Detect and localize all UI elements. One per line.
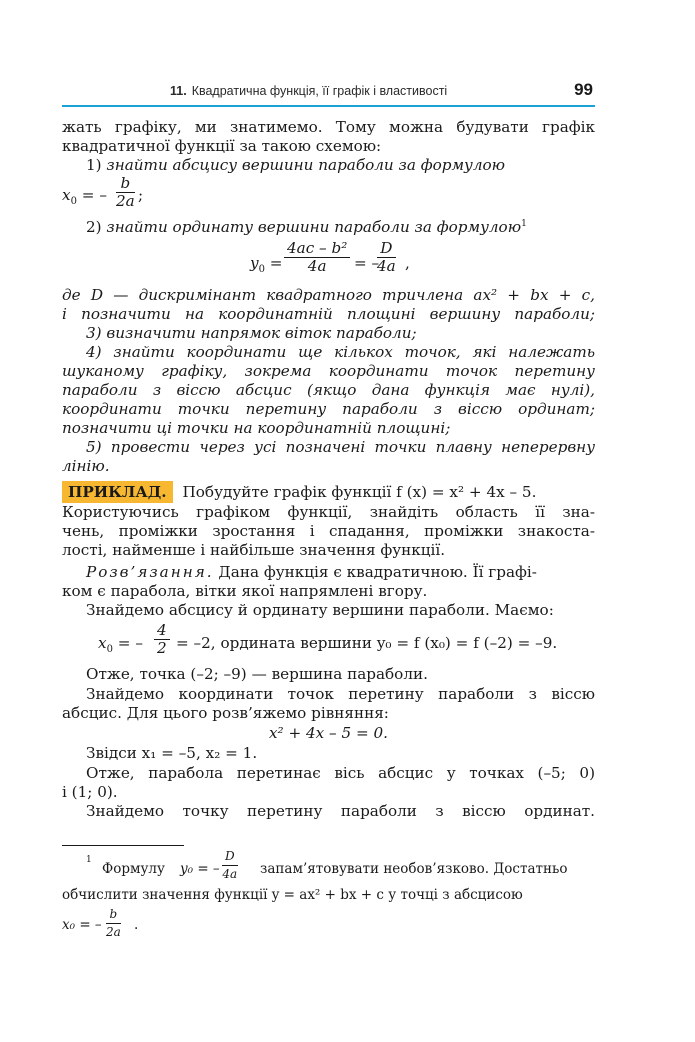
fraction [154,622,170,657]
vertex-calculation [62,622,595,662]
punctuation: , [405,254,410,272]
formula-eq: = [269,254,283,272]
step-3: 3) визначити напрямок віток параболи; [86,324,417,342]
formula-eq: = – [81,186,107,204]
text-line: координати точки перетину параболи з віссю ординат; [62,400,595,418]
text-line: Знайдемо точку перетину параболи з віссю ординат. [86,802,595,820]
step-number: 2) [86,218,102,236]
text-line: Користуючись графіком функції, знайдіть область її зна- [62,503,595,521]
text-line: шуканому графіку, зокрема координати точок перетину [62,362,595,380]
punctuation: . [134,917,139,933]
formula-eq: x₀ = – [62,917,102,933]
section-title [170,84,447,98]
text-line: Знайдемо координати точок перетину параболи з віссю [86,685,595,703]
running-header [62,80,595,108]
fraction-numerator: D [377,240,396,258]
footnote-rule [62,845,184,846]
fraction-numerator: 4 [154,622,170,640]
formula-var: x [62,186,71,204]
section-number: 11. [170,84,187,98]
step-2 [62,218,595,237]
fraction [116,175,135,210]
fraction-denominator: 2a [106,925,121,939]
text-line: Знайдемо абсцису й ординату вершини параболи. Маємо: [86,601,554,619]
step-5: 5) провести через усі позначені точки плавну неперервну [86,438,595,456]
footnote-text: запам’ятовувати необов’язково. Достатньо [260,861,568,877]
footnote-line-1: 1 Формулу y₀ = – $\frac{D}{4a}$ запам’ятовувати необов’язково. Достатньо [86,849,568,881]
fraction-denominator: 4a [377,257,396,275]
step-text: знайти абсцису вершини параболи за формулою [106,156,506,174]
text-line: лості, найменше і найбільше значення функції. [62,541,446,559]
section-title-text: Квадратична функція, її графік і властивості [191,84,448,98]
formula-sub: 0 [258,264,265,276]
formula-var: x [98,634,107,652]
step-number: 1) [86,156,102,174]
fraction-denominator: 2a [116,192,135,210]
text-line: параболи з віссю абсцис (якщо дана функція має нулі), [62,381,595,399]
fraction-numerator: D [222,848,238,866]
solution-text: Дана функція є квадратичною. Її графі- [213,563,537,581]
fraction-denominator: 2 [157,639,167,657]
equation: x² + 4x – 5 = 0. [268,724,389,742]
fraction [377,240,396,275]
solution-label: Розв’язання. [86,563,214,581]
fraction [106,906,121,941]
step-text: знайти ординату вершини параболи за формулою [106,218,522,236]
text-line: де D — дискримінант квадратного тричлена ax² + bx + c, [62,286,595,304]
footnote-ref: 1 [521,218,527,229]
text-line: жать графіку, ми знатимемо. Тому можна будувати графік [62,118,595,136]
page-number: 99 [574,80,593,99]
text-line: квадратичної функції за такою схемою: [62,137,382,155]
example-line [62,481,595,503]
text-line: Отже, парабола перетинає вісь абсцис у точках (–5; 0) [86,764,595,782]
fraction [222,848,238,883]
formula-eq: = – [117,634,143,652]
text-line: і позначити на координатній площині вершину параболи; [62,305,595,323]
header-rule [62,105,595,107]
formula-y0 [62,240,595,284]
step-1 [62,156,595,175]
fraction-denominator: 4a [307,257,327,275]
text-line: позначити ці точки на координатній площині; [62,419,451,437]
formula-sub: 0 [106,644,113,656]
formula-rest: = –2, ордината вершини y₀ = f (x₀) = f (–2) = –9. [176,634,558,652]
formula-x0 [62,175,595,215]
fraction-denominator: 4a [222,867,238,881]
text-line: Звідси x₁ = –5, x₂ = 1. [86,744,258,762]
text-line: Отже, точка (–2; –9) — вершина параболи. [86,665,428,683]
example-tag: ПРИКЛАД. [62,481,173,503]
text-line: і (1; 0). [62,783,118,801]
formula-eq: y₀ = – [180,861,220,877]
text-line: чень, проміжки зростання і спадання, проміжки знакоста- [62,522,595,540]
text-line: абсцис. Для цього розв’яжемо рівняння: [62,704,389,722]
fraction-numerator: b [116,175,135,193]
formula-eq: = – [354,254,380,272]
text-line: ком є парабола, вітки якої напрямлені вгору. [62,582,428,600]
text-line: лінію. [62,457,110,475]
step-4: 4) знайти координати ще кількох точок, які належать [86,343,595,361]
footnote-line-3 [62,906,595,946]
fraction-numerator: b [106,906,121,924]
footnote-line-2: обчислити значення функції y = ax² + bx + c у точці з абсцисою [62,887,523,903]
formula-sub: 0 [70,196,77,208]
footnote-text: Формулу [102,861,165,877]
example-text: Побудуйте графік функції f (x) = x² + 4x – 5. [182,483,537,501]
fraction-numerator: 4ac – b² [284,240,350,258]
fraction [284,240,350,275]
solution-line [62,563,595,582]
punctuation: ; [138,186,144,204]
formula-var: y [250,254,259,272]
